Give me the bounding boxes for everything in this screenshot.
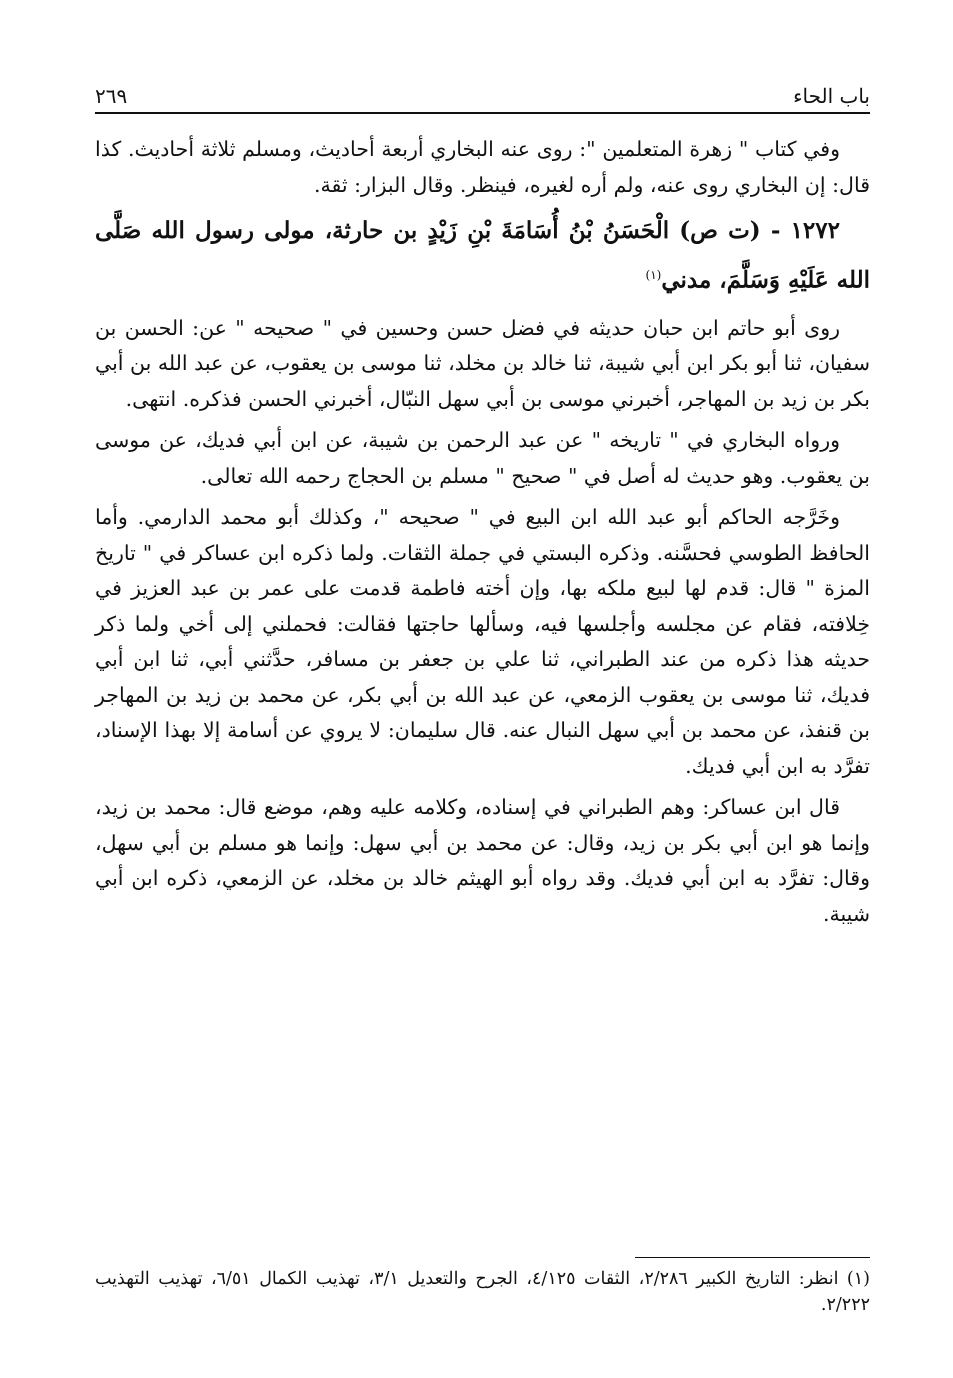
footnotes xyxy=(95,1257,870,1318)
paragraph-1: وفي كتاب " زهرة المتعلمين ": روى عنه البخاري أربعة أحاديث، ومسلم ثلاثة أحاديث. كذا قال: إن البخاري روى عنه، ولم أره لغيره، فينظر. وقال البزار: ثقة. xyxy=(95,137,870,197)
footnote-marker[interactable]: (١) xyxy=(645,268,662,282)
page-number: ٢٦٩ xyxy=(95,84,128,108)
paragraph-4: وخَرَّجه الحاكم أبو عبد الله ابن البيع في " صحيحه "، وكذلك أبو محمد الدارمي. وأما الحافظ الطوسي فحسَّنه. وذكره البستي في جملة الثقات. ولما ذكره ابن عساكر في " تاريخ المزة " قال: قدم لها لبيع ملكه بها، وإن أخته فاطمة قدمت على عمر بن عبد العزيز في خِلافته، فقام عن مجلسه وأجلسها فيه، وسألها حاجتها فقالت: فحملني إلى أخي ولما ذكر حديثه هذا ذكره من عند الطبراني، ثنا علي بن جعفر بن مسافر، حدَّثني أبي، ثنا ابن أبي فديك، ثنا موسى بن يعقوب الزمعي، عن عبد الله بن أبي بكر، عن محمد بن زيد بن المهاجر بن قنفذ، عن محمد بن أبي سهل النبال عنه. قال سليمان: لا يروي عن أسامة إلا بهذا الإسناد، تفرَّد به ابن أبي فديك. xyxy=(95,505,870,778)
running-title: باب الحاء xyxy=(793,84,870,108)
main-text xyxy=(95,132,870,932)
book-page xyxy=(95,70,870,1350)
entry-heading-text: ١٢٧٢ - (ت ص) الْحَسَنُ بْنُ أُسَامَةَ بْنِ زَيْدٍ بن حارثة، مولى رسول الله صَلَّى الله عَلَيْهِ وَسَلَّمَ، مدني xyxy=(95,217,870,294)
paragraph-5: قال ابن عساكر: وهم الطبراني في إسناده، وكلامه عليه وهم، موضع قال: محمد بن زيد، وإنما هو ابن أبي بكر بن زيد، وقال: عن محمد بن أبي سهل: وإنما هو مسلم بن أبي سهل، وقال: تفرَّد به ابن أبي فديك. وقد رواه أبو الهيثم خالد بن مخلد، عن الزمعي، ذكره ابن أبي شيبة. xyxy=(95,795,870,926)
page-header xyxy=(95,70,870,114)
footnote-1: (١) انظر: التاريخ الكبير ٢/٢٨٦، الثقات ٤/١٢٥، الجرح والتعديل ٣/١، تهذيب الكمال ٦/٥١، تهذيب التهذيب ٢/٢٢٢. xyxy=(95,1269,870,1315)
entry-heading xyxy=(95,209,870,303)
paragraph-3: ورواه البخاري في " تاريخه " عن عبد الرحمن بن شيبة، عن ابن أبي فديك، عن موسى بن يعقوب. وهو حديث له أصل في " صحيح " مسلم بن الحجاج رحمه الله تعالى. xyxy=(95,428,870,488)
paragraph-2: روى أبو حاتم ابن حبان حديثه في فضل حسن وحسين في " صحيحه " عن: الحسن بن سفيان، ثنا أبو بكر ابن أبي شيبة، ثنا خالد بن مخلد، ثنا موسى بن يعقوب، عن عبد الله بن أبي بكر بن زيد بن المهاجر، أخبرني موسى بن أبي سهل النبّال، أخبرني الحسن فذكره. انتهى. xyxy=(95,315,870,411)
footnote-divider xyxy=(635,1257,870,1258)
